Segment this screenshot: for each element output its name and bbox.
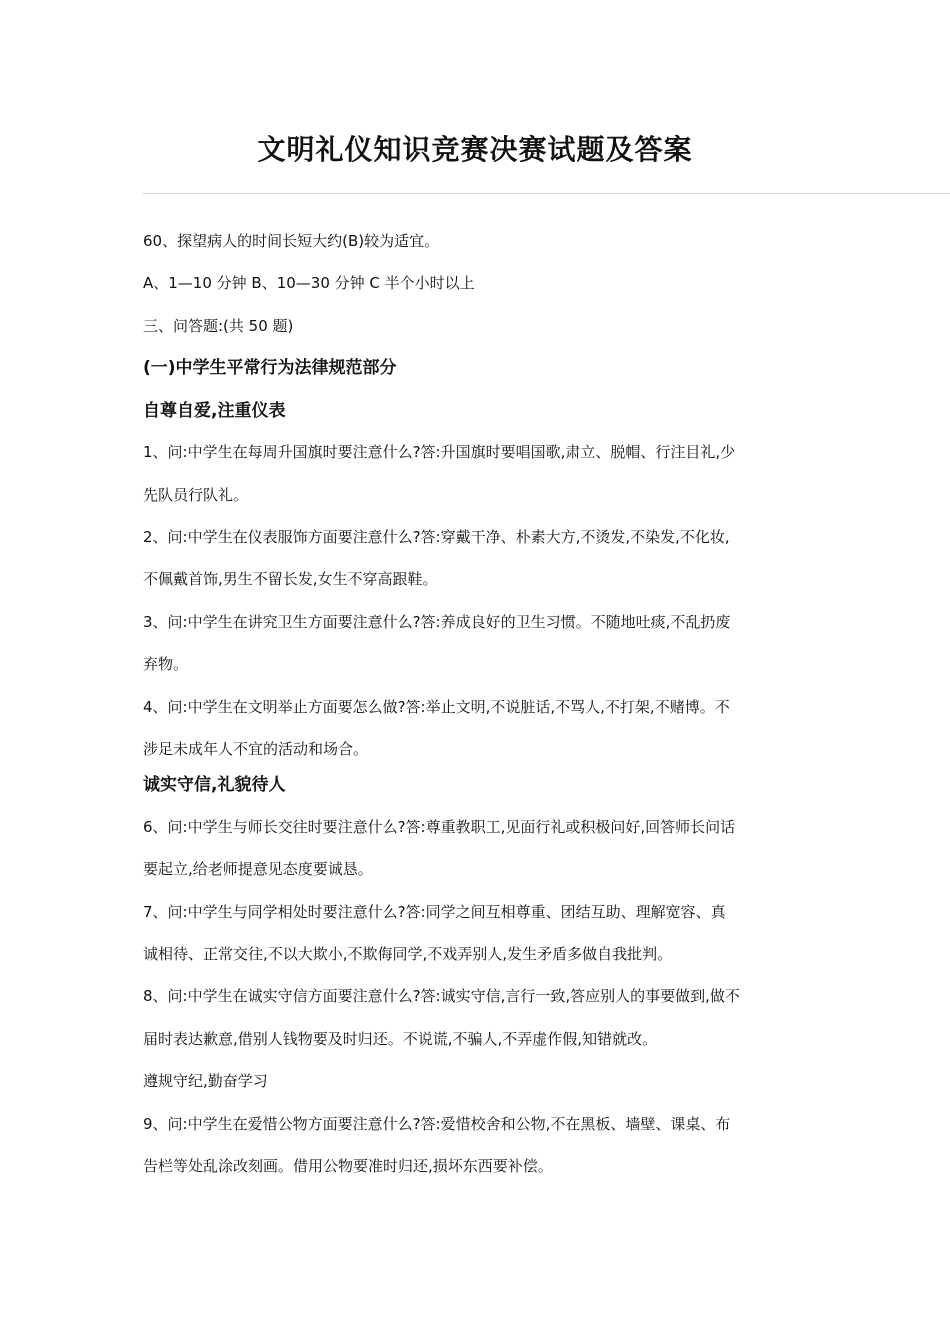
text-line: 诚相待、正常交往,不以大欺小,不欺侮同学,不戏弄别人,发生矛盾多做自我批判。	[143, 945, 673, 963]
text-line: 遵规守纪,勤奋学习	[143, 1072, 268, 1090]
text-line: 届时表达歉意,借别人钱物要及时归还。不说谎,不骗人,不弄虚作假,知错就改。	[143, 1030, 658, 1048]
text-line: 告栏等处乱涂改刻画。借用公物要准时归还,损坏东西要补偿。	[143, 1157, 553, 1175]
section-heading: (一)中学生平常行为法律规范部分	[143, 358, 397, 378]
text-line: 弃物。	[143, 655, 189, 673]
text-line: 8、问:中学生在诚实守信方面要注意什么?答:诚实守信,言行一致,答应别人的事要做到,做不	[143, 987, 740, 1005]
section-heading: 自尊自爱,注重仪表	[143, 401, 286, 421]
text-line: 涉足未成年人不宜的活动和场合。	[143, 740, 369, 758]
text-line: A、1—10 分钟 B、10—30 分钟 C 半个小时以上	[143, 274, 475, 292]
title-divider	[143, 193, 950, 194]
text-line: 1、问:中学生在每周升国旗时要注意什么?答:升国旗时要唱国歌,肃立、脱帽、行注目礼,少	[143, 443, 736, 461]
text-line: 三、问答题:(共 50 题)	[143, 317, 294, 335]
text-line: 60、探望病人的时间长短大约(B)较为适宜。	[143, 232, 440, 250]
section-heading: 诚实守信,礼貌待人	[143, 775, 286, 795]
text-line: 2、问:中学生在仪表服饰方面要注意什么?答:穿戴干净、朴素大方,不烫发,不染发,不化妆,	[143, 528, 730, 546]
text-line: 要起立,给老师提意见态度要诚恳。	[143, 860, 373, 878]
text-line: 3、问:中学生在讲究卫生方面要注意什么?答:养成良好的卫生习惯。不随地吐痰,不乱扔废	[143, 613, 731, 631]
text-line: 先队员行队礼。	[143, 486, 249, 504]
text-line: 6、问:中学生与师长交往时要注意什么?答:尊重教职工,见面行礼或积极问好,回答师长问话	[143, 818, 736, 836]
text-line: 9、问:中学生在爱惜公物方面要注意什么?答:爱惜校舍和公物,不在黑板、墙壁、课桌、布	[143, 1115, 731, 1133]
text-line: 4、问:中学生在文明举止方面要怎么做?答:举止文明,不说脏话,不骂人,不打架,不赌博。不	[143, 698, 730, 716]
document-title: 文明礼仪知识竞赛决赛试题及答案	[257, 133, 693, 166]
text-line: 不佩戴首饰,男生不留长发,女生不穿高跟鞋。	[143, 570, 438, 588]
text-line: 7、问:中学生与同学相处时要注意什么?答:同学之间互相尊重、团结互助、理解宽容、真	[143, 903, 726, 921]
